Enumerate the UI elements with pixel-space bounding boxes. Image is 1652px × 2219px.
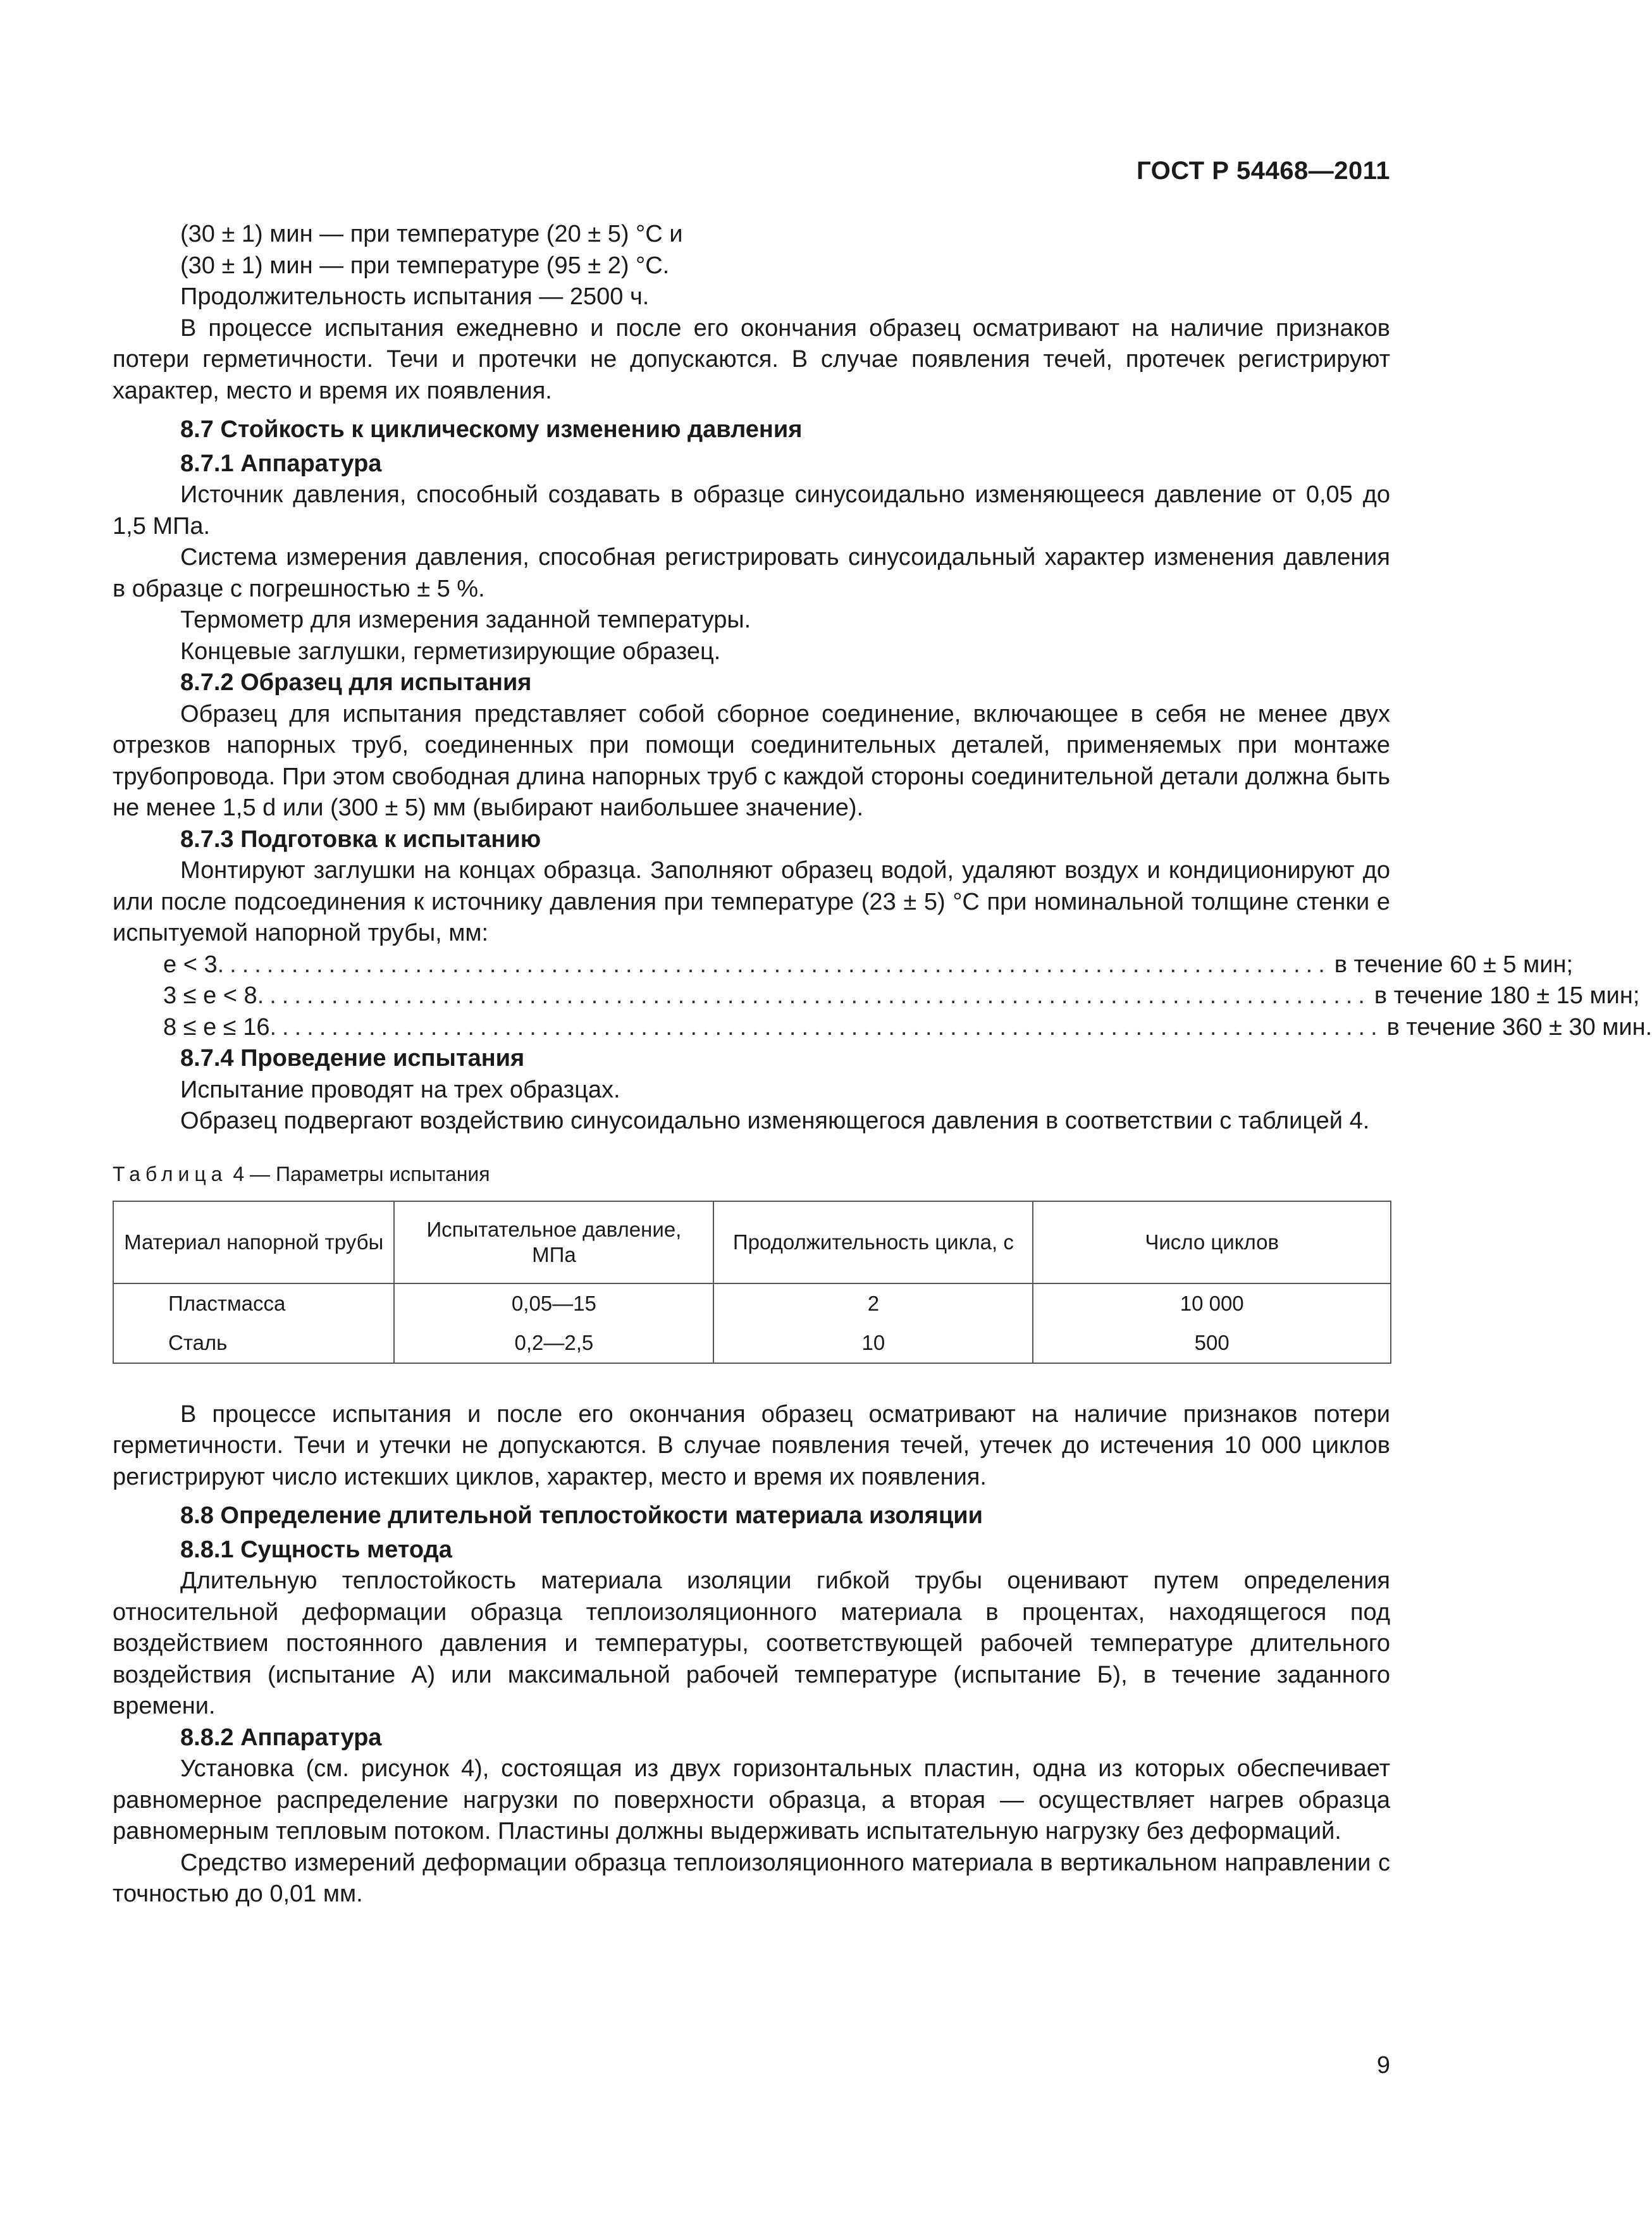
dot-leader: ..........................................................................................: [217, 951, 1331, 978]
section-8-7-2-title: 8.7.2 Образец для испытания: [180, 669, 532, 696]
paragraph: Образец для испытания представляет собой сборное соединение, включающее в себя не менее двух отрезков напорных труб, соединенных при помощи соединительных деталей, применяемых при монтаже трубопровода. При этом свободная длина напорных труб с каждой стороны соединительной детали должна быть не менее 1,5 d или (300 ± 5) мм (выбирают наибольшее значение).: [113, 700, 1390, 821]
dot-leader: ..........................................................................................: [257, 982, 1371, 1009]
section-8-7-1-title: 8.7.1 Аппаратура: [180, 450, 382, 477]
table-cell: 10 000: [1033, 1283, 1391, 1323]
paragraph: Система измерения давления, способная регистрировать синусоидальный характер изменения давления в образце с погрешностью ± 5 %.: [113, 544, 1390, 602]
paragraph: Длительную теплостойкость материала изоляции гибкой трубы оценивают путем определения относительной деформации образца теплоизоляционного материала в процентах, находящегося под воздействием постоянного давления и температуры, соответствующей рабочей температуре длительного воздействия (испытание А) или максимальной рабочей температуре (испытание Б), в течение заданного времени.: [113, 1567, 1390, 1719]
intro-inspection: В процессе испытания ежедневно и после его окончания образец осматривают на наличие признаков потери герметичности. Течи и протечки не допускаются. В случае появления течей, протечек регистрируют характер, место и время их появления.: [113, 314, 1390, 404]
table-row: [113, 1323, 1391, 1363]
document-header: ГОСТ Р 54468—2011: [1137, 157, 1390, 185]
conditioning-time: в течение 60 ± 5 мин;: [1334, 951, 1574, 978]
paragraph: Источник давления, способный создавать в образце синусоидально изменяющееся давление от 0,05 до 1,5 МПа.: [113, 481, 1390, 540]
document-body: [113, 219, 1652, 1910]
table-header-cell: Испытательное давление, МПа: [394, 1201, 713, 1283]
conditioning-row: [113, 1012, 1652, 1044]
page-number: 9: [1376, 2052, 1390, 2079]
conditioning-row: [113, 980, 1640, 1012]
paragraph: Образец подвергают воздействию синусоидально изменяющегося давления в соответствии с таблицей 4.: [180, 1108, 1370, 1134]
table-header-cell: Число циклов: [1033, 1201, 1391, 1283]
table-caption-label: Таблица: [113, 1162, 228, 1185]
dot-leader: ..........................................................................................: [269, 1013, 1383, 1041]
section-8-7-4-title: 8.7.4 Проведение испытания: [180, 1045, 525, 1072]
section-8-7-3-title: 8.7.3 Подготовка к испытанию: [180, 825, 541, 853]
paragraph: Средство измерений деформации образца теплоизоляционного материала в вертикальном направлении с точностью до 0,01 мм.: [113, 1849, 1390, 1907]
table-caption: [113, 1161, 1390, 1187]
conditioning-time: в течение 360 ± 30 мин.: [1386, 1013, 1652, 1041]
parameters-table: [113, 1201, 1391, 1364]
table-caption-text: 4 — Параметры испытания: [233, 1162, 490, 1185]
table-cell: 0,2—2,5: [394, 1323, 713, 1363]
conditioning-condition: 3 ≤ e < 8: [163, 982, 257, 1009]
conditioning-condition: 8 ≤ e ≤ 16: [163, 1013, 270, 1041]
section-8-8-1-title: 8.8.1 Сущность метода: [180, 1536, 452, 1563]
conditioning-condition: e < 3: [163, 951, 218, 978]
paragraph: Испытание проводят на трех образцах.: [180, 1076, 620, 1103]
table-header-cell: Материал напорной трубы: [113, 1201, 394, 1283]
table-cell: Сталь: [113, 1323, 394, 1363]
paragraph: В процессе испытания и после его окончания образец осматривают на наличие признаков потери герметичности. Течи и утечки не допускаются. В случае появления течей, утечек до истечения 10 000 циклов регистрируют число истекших циклов, характер, место и время их появления.: [113, 1400, 1390, 1490]
intro-duration: Продолжительность испытания — 2500 ч.: [180, 283, 650, 310]
section-8-7-title: 8.7 Стойкость к циклическому изменению давления: [180, 416, 803, 443]
table-cell: 2: [713, 1283, 1033, 1323]
conditioning-time: в течение 180 ± 15 мин;: [1374, 982, 1640, 1009]
table-header-row: [113, 1201, 1391, 1283]
table-cell: 10: [713, 1323, 1033, 1363]
intro-line-2: (30 ± 1) мин — при температуре (95 ± 2) °С.: [180, 252, 670, 279]
paragraph: Концевые заглушки, герметизирующие образец.: [180, 638, 721, 665]
intro-line-1: (30 ± 1) мин — при температуре (20 ± 5) °С и: [180, 221, 683, 247]
section-8-8-title: 8.8 Определение длительной теплостойкости материала изоляции: [180, 1502, 983, 1529]
paragraph: Монтируют заглушки на концах образца. Заполняют образец водой, удаляют воздух и кондиционируют до или после подсоединения к источнику давления при температуре (23 ± 5) °С при номинальной толщине стенки e испытуемой напорной трубы, мм:: [113, 857, 1390, 946]
paragraph: Термометр для измерения заданной температуры.: [180, 607, 751, 633]
table-cell: Пластмасса: [113, 1283, 394, 1323]
paragraph: Установка (см. рисунок 4), состоящая из двух горизонтальных пластин, одна из которых обеспечивает равномерное распределение нагрузки по поверхности образца, а вторая — осуществляет нагрев образца равномерным тепловым потоком. Пластины должны выдерживать испытательную нагрузку без деформаций.: [113, 1755, 1390, 1845]
table-cell: 0,05—15: [394, 1283, 713, 1323]
table-row: [113, 1283, 1391, 1323]
table-header-cell: Продолжительность цикла, с: [713, 1201, 1033, 1283]
table-cell: 500: [1033, 1323, 1391, 1363]
section-8-8-2-title: 8.8.2 Аппаратура: [180, 1724, 382, 1751]
conditioning-row: [113, 949, 1574, 981]
